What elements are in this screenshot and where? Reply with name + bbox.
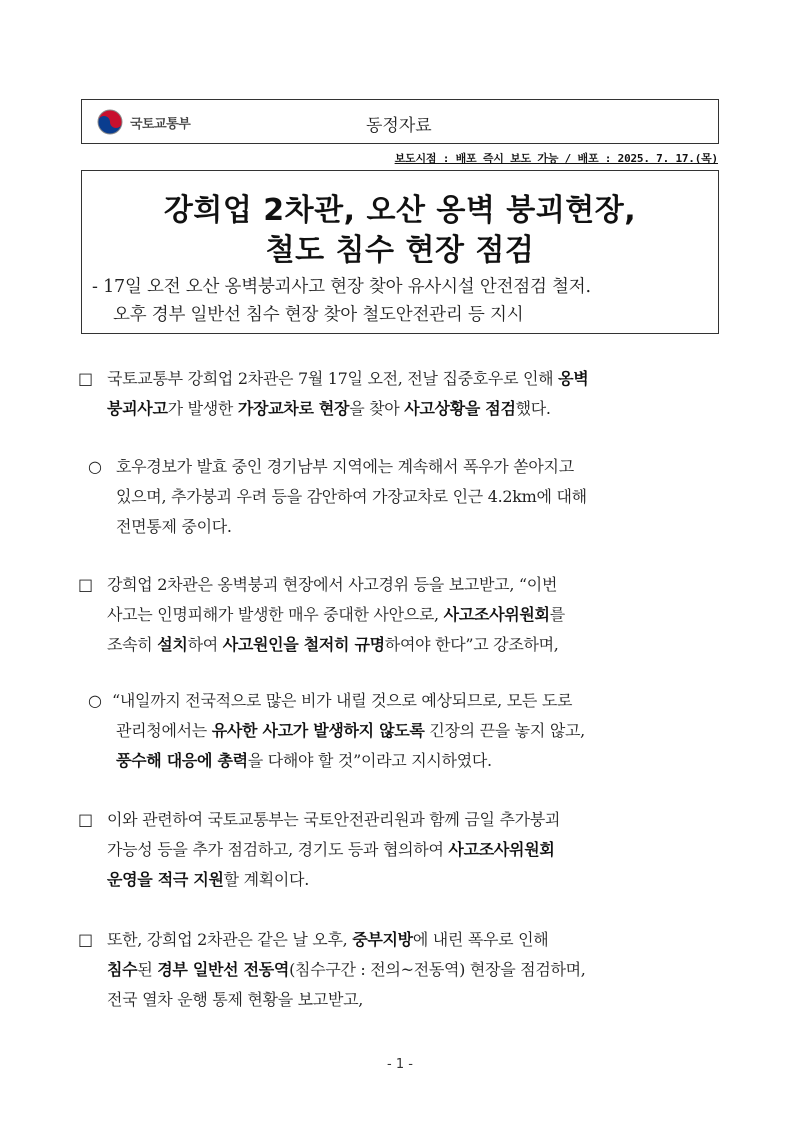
circle-bullet-icon: ○	[88, 457, 102, 476]
release-info: 보도시점 : 배포 즉시 보도 가능 / 배포 : 2025. 7. 17.(목)	[394, 152, 718, 165]
headline-line-1: 강희업 2차관, 오산 옹벽 붕괴현장,	[163, 193, 637, 228]
square-bullet-icon: □	[78, 930, 93, 949]
paragraph-1: □ 국토교통부 강희업 2차관은 7월 17일 오전, 전날 집중호우로 인해 옹벽 붕괴사고가 발생한 가장교차로 현장을 찾아 사고상황을 점검했다.	[78, 364, 728, 424]
page-number: - 1 -	[387, 1057, 413, 1072]
taegeuk-logo-icon	[96, 108, 124, 136]
circle-bullet-icon: ○	[88, 691, 102, 710]
square-bullet-icon: □	[78, 810, 93, 829]
square-bullet-icon: □	[78, 575, 93, 594]
title-box	[81, 170, 719, 334]
square-bullet-icon: □	[78, 369, 93, 388]
paragraph-4: ○ “내일까지 전국적으로 많은 비가 내릴 것으로 예상되므로, 모든 도로 관리청에서는 유사한 사고가 발생하지 않도록 긴장의 끈을 놓지 않고, 풍수해 대응에 총력을 다해야 할 것”이라고 지시하였다.	[88, 686, 728, 776]
header-box	[81, 99, 719, 144]
logo-text: 국토교통부	[130, 116, 191, 132]
paragraph-3: □ 강희업 2차관은 옹벽붕괴 현장에서 사고경위 등을 보고받고, “이번 사고는 인명피해가 발생한 매우 중대한 사안으로, 사고조사위원회를 조속히 설치하여 사고원인을 철저히 규명하여야 한다”고 강조하며,	[78, 570, 728, 660]
subheadline-line-1: - 17일 오전 오산 옹벽붕괴사고 현장 찾아 유사시설 안전점검 철저.	[92, 277, 591, 297]
headline-line-2: 철도 침수 현장 점검	[265, 233, 535, 268]
paragraph-5: □ 이와 관련하여 국토교통부는 국토안전관리원과 함께 금일 추가붕괴 가능성 등을 추가 점검하고, 경기도 등과 협의하여 사고조사위원회 운영을 적극 지원할 계획이다.	[78, 805, 728, 895]
subheadline-line-2: 오후 경부 일반선 침수 현장 찾아 철도안전관리 등 지시	[113, 305, 524, 325]
paragraph-2: ○ 호우경보가 발효 중인 경기남부 지역에는 계속해서 폭우가 쏟아지고 있으며, 추가붕괴 우려 등을 감안하여 가장교차로 인근 4.2km에 대해 전면통제 중이다.	[88, 452, 728, 542]
molit-logo	[96, 108, 190, 136]
paragraph-6: □ 또한, 강희업 2차관은 같은 날 오후, 중부지방에 내린 폭우로 인해 침수된 경부 일반선 전동역(침수구간 : 전의~전동역) 현장을 점검하며, 전국 열차 운행 통제 현황을 보고받고,	[78, 925, 728, 1015]
doc-type-label: 동정자료	[366, 116, 432, 136]
